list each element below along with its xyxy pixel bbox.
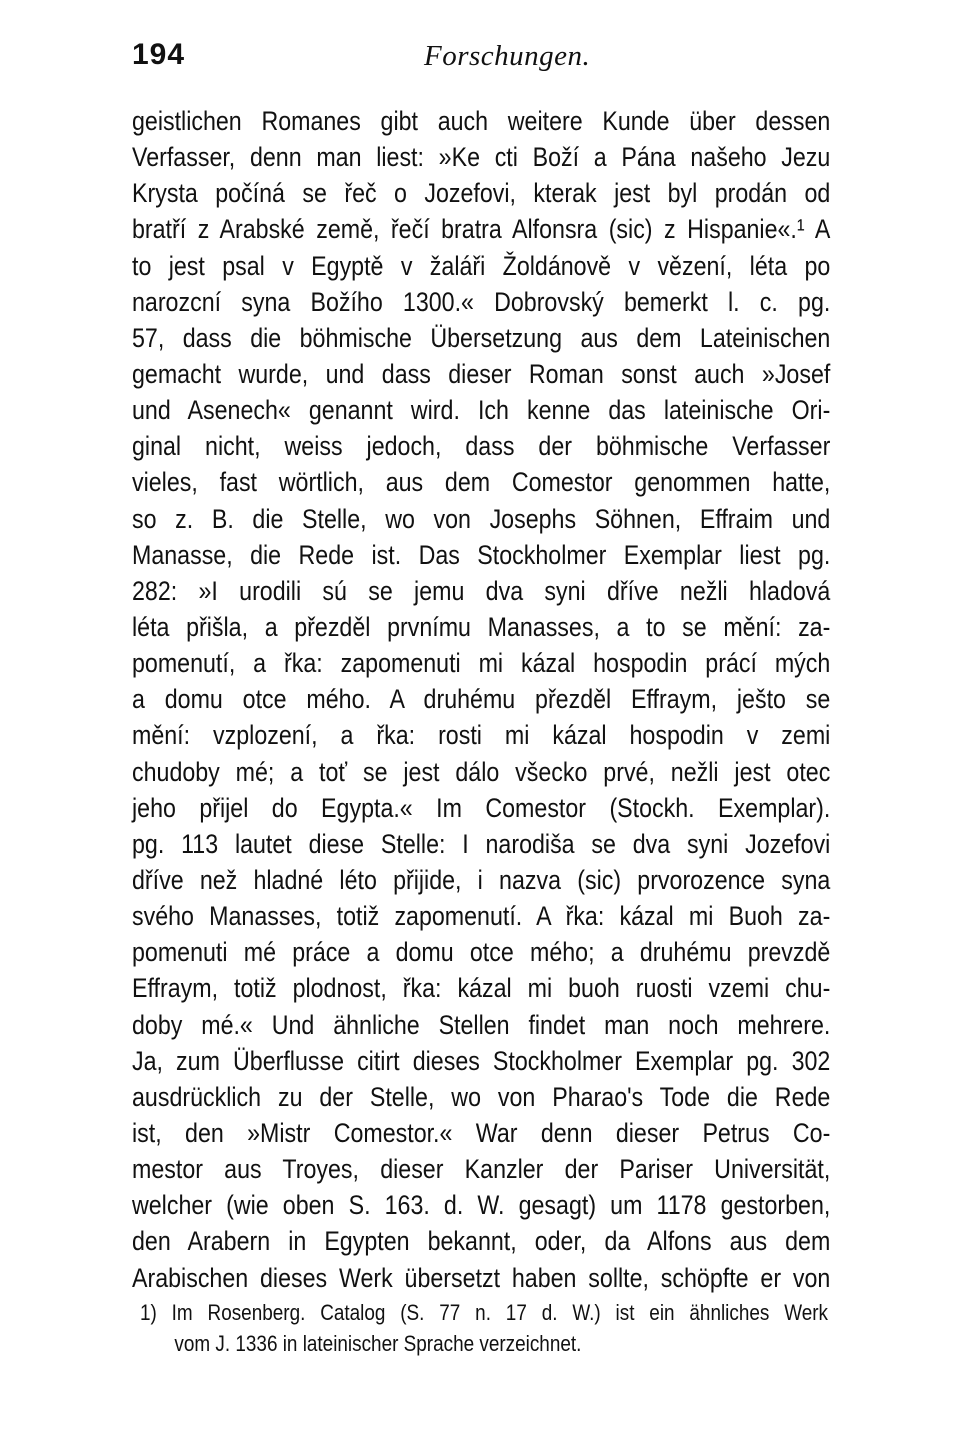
text-line: narozcní syna Božího 1300.« Dobrovský bemerkt l. c. pg. [132, 286, 831, 317]
text-line: léta přišla, a přezděl prvnímu Manasses, a to se mění: za- [132, 611, 831, 642]
running-title: Forschungen. [424, 40, 591, 72]
body-text [132, 103, 832, 1296]
text-line: Arabischen dieses Werk übersetzt haben sollte, schöpfte er von [132, 1262, 831, 1293]
footnotes [140, 1297, 830, 1359]
text-line: gemacht wurde, und dass dieser Roman sonst auch »Josef [132, 358, 831, 389]
text-line: chudoby mé; a toť se jest dálo všecko prvé, nežli jest otec [132, 756, 831, 787]
text-line: ginal nicht, weiss jedoch, dass der böhmische Verfasser [132, 431, 831, 462]
text-line: Krysta počíná se řeč o Jozefovi, kterak jest byl prodán od [132, 178, 831, 209]
text-line: pomenutí, a řka: zapomenuti mi kázal hospodin prácí mých [132, 648, 831, 679]
text-line: pg. 113 lautet diese Stelle: I narodiša se dva syni Jozefovi [132, 828, 831, 859]
text-line: Ja, zum Überflusse citirt dieses Stockholmer Exemplar pg. 302 [132, 1045, 831, 1076]
text-line: pomenuti mé práce a domu otce mého; a druhému prevzdě [132, 937, 831, 968]
text-line: a domu otce mého. A druhému přezděl Effraym, ješto se [132, 684, 831, 715]
page-header [132, 38, 827, 82]
text-line: svého Manasses, totiž zapomenutí. A řka: kázal mi Buoh za- [132, 901, 831, 932]
text-line: vieles, fast wörtlich, aus dem Comestor genommen hatte, [132, 467, 831, 498]
text-line: jeho přijel do Egypta.« Im Comestor (Stockh. Exemplar). [132, 792, 831, 823]
text-line: so z. B. die Stelle, wo von Josephs Söhnen, Effraim und [132, 503, 831, 534]
text-line: dříve než hladné léto přijide, i nazva (sic) prvorozence syna [132, 864, 831, 895]
text-line: mestor aus Troyes, dieser Kanzler der Pariser Universität, [132, 1154, 831, 1185]
text-line: geistlichen Romanes gibt auch weitere Kunde über dessen [132, 106, 831, 136]
text-line: 282: »I urodili sú se jemu dva syni dříve nežli hladová [132, 575, 831, 606]
text-line: Verfasser, denn man liest: »Ke cti Boží a Pána našeho Jezu [132, 142, 831, 173]
text-line: welcher (wie oben S. 163. d. W. gesagt) um 1178 gestorben, [132, 1190, 831, 1221]
text-line: doby mé.« Und ähnliche Stellen findet man noch mehrere. [132, 1009, 831, 1040]
text-line: den Arabern in Egypten bekannt, oder, da Alfons aus dem [132, 1226, 831, 1257]
page-number: 194 [132, 38, 186, 71]
text-line: mění: vzplození, a řka: rosti mi kázal hospodin v zemi [132, 720, 831, 751]
text-line: Effraym, totiž plodnost, řka: kázal mi buoh ruosti vzemi chu- [132, 973, 831, 1004]
text-line: to jest psal v Egyptě v žaláři Žoldánově v vězení, léta po [132, 250, 831, 281]
text-line: ausdrücklich zu der Stelle, wo von Pharao's Tode die Rede [132, 1081, 831, 1112]
text-line: bratří z Arabské země, řečí bratra Alfonsra (sic) z Hispanie«.¹ A [132, 214, 831, 245]
text-line: ist, den »Mistr Comestor.« War denn dieser Petrus Co- [132, 1117, 831, 1148]
footnote-line: vom J. 1336 in lateinischer Sprache verzeichnet. [174, 1331, 582, 1356]
text-line: Manasse, die Rede ist. Das Stockholmer Exemplar liest pg. [132, 539, 831, 570]
footnote-line: 1) Im Rosenberg. Catalog (S. 77 n. 17 d. W.) ist ein ähnliches Werk [140, 1300, 828, 1325]
text-line: und Asenech« genannt wird. Ich kenne das lateinische Ori- [132, 395, 831, 426]
text-line: 57, dass die böhmische Übersetzung aus dem Lateinischen [132, 322, 831, 353]
